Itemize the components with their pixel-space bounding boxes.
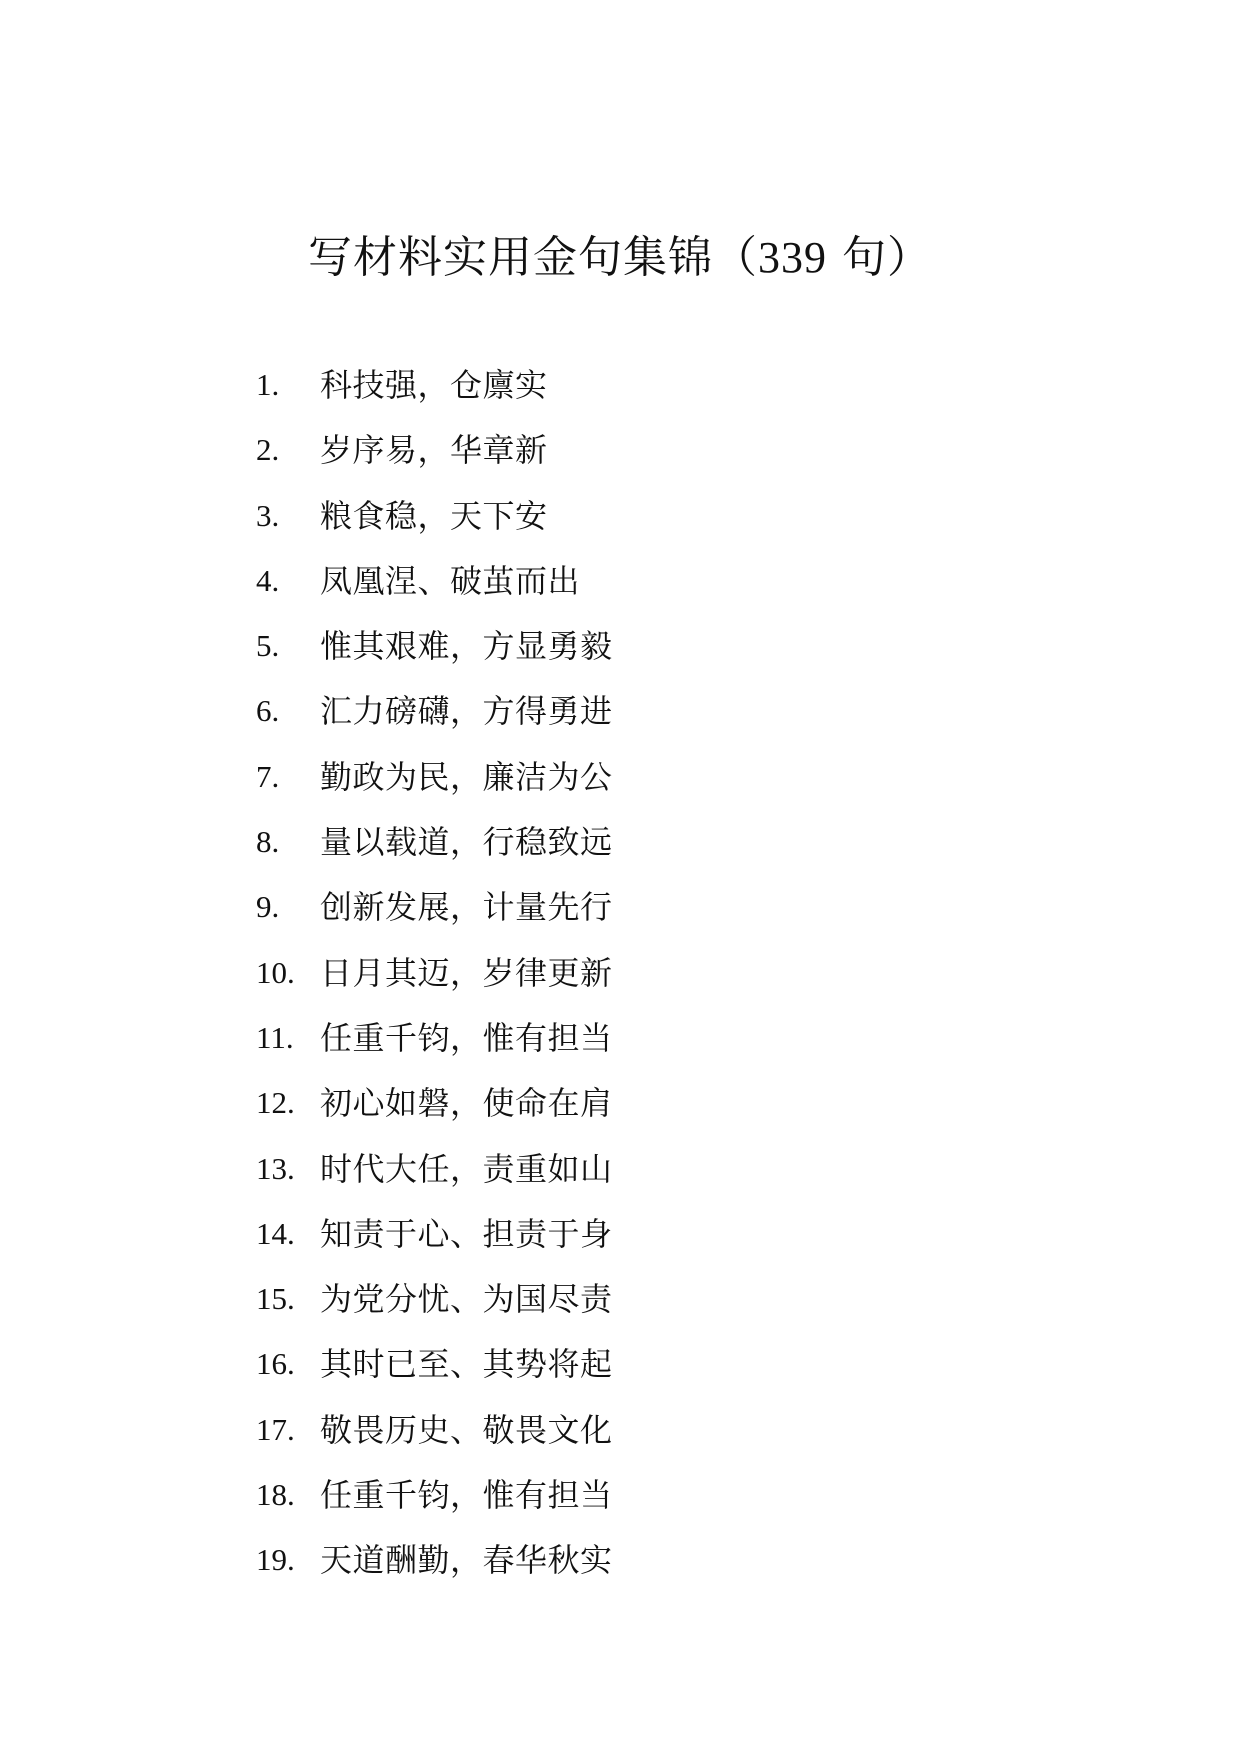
list-item xyxy=(0,556,1240,621)
item-number: 7. xyxy=(256,758,280,794)
item-text: 其时已至、其势将起 xyxy=(320,1345,613,1384)
list-item xyxy=(0,948,1240,1013)
item-text: 知责于心、担责于身 xyxy=(320,1214,613,1253)
list-item xyxy=(0,752,1240,817)
item-text: 凤凰涅、破茧而出 xyxy=(320,561,581,600)
item-text: 勤政为民，廉洁为公 xyxy=(320,757,613,796)
item-text: 时代大任，责重如山 xyxy=(320,1149,613,1188)
list-item xyxy=(0,1078,1240,1143)
item-text: 敬畏历史、敬畏文化 xyxy=(320,1410,613,1449)
item-text: 日月其迈，岁律更新 xyxy=(320,953,613,992)
quote-list xyxy=(0,360,1240,1601)
item-text: 汇力磅礴，方得勇进 xyxy=(320,692,613,731)
list-item xyxy=(0,1144,1240,1209)
list-item xyxy=(0,1209,1240,1274)
item-number: 5. xyxy=(256,628,280,664)
list-item xyxy=(0,1013,1240,1078)
item-number: 16. xyxy=(256,1346,295,1382)
item-number: 2. xyxy=(256,432,280,468)
item-text: 岁序易，华章新 xyxy=(320,431,548,470)
list-item xyxy=(0,686,1240,751)
title-count: 339 xyxy=(758,233,827,282)
item-text: 为党分忧、为国尽责 xyxy=(320,1280,613,1319)
item-text: 任重千钧，惟有担当 xyxy=(320,1476,613,1515)
list-item xyxy=(0,882,1240,947)
list-item xyxy=(0,621,1240,686)
item-number: 17. xyxy=(256,1411,295,1447)
item-number: 18. xyxy=(256,1477,295,1513)
item-number: 1. xyxy=(256,367,280,402)
item-number: 3. xyxy=(256,497,280,533)
list-item xyxy=(0,1405,1240,1470)
list-item xyxy=(0,817,1240,882)
item-text: 科技强，仓廪实 xyxy=(320,366,548,404)
item-number: 4. xyxy=(256,562,280,598)
list-item xyxy=(0,360,1240,425)
list-item xyxy=(0,1274,1240,1339)
list-item xyxy=(0,491,1240,556)
item-text: 量以载道，行稳致远 xyxy=(320,823,613,862)
list-item xyxy=(0,425,1240,490)
item-text: 粮食稳，天下安 xyxy=(320,496,548,535)
item-text: 惟其艰难，方显勇毅 xyxy=(320,627,613,666)
item-text: 任重千钧，惟有担当 xyxy=(320,1018,613,1057)
item-number: 10. xyxy=(256,954,295,990)
document-title xyxy=(0,228,1240,288)
list-item xyxy=(0,1535,1240,1600)
item-number: 9. xyxy=(256,889,280,925)
title-suffix: 句） xyxy=(827,232,932,283)
item-number: 19. xyxy=(256,1542,295,1578)
item-number: 13. xyxy=(256,1150,295,1186)
item-number: 15. xyxy=(256,1281,295,1317)
item-number: 8. xyxy=(256,824,280,860)
list-item xyxy=(0,1339,1240,1404)
item-text: 创新发展，计量先行 xyxy=(320,888,613,927)
item-text: 天道酬勤，春华秋实 xyxy=(320,1541,613,1580)
item-number: 12. xyxy=(256,1085,295,1121)
item-number: 14. xyxy=(256,1215,295,1251)
item-number: 6. xyxy=(256,693,280,729)
item-text: 初心如磐，使命在肩 xyxy=(320,1084,613,1123)
title-text: 写材料实用金句集锦（ xyxy=(308,232,758,283)
item-number: 11. xyxy=(256,1019,294,1055)
list-item xyxy=(0,1470,1240,1535)
